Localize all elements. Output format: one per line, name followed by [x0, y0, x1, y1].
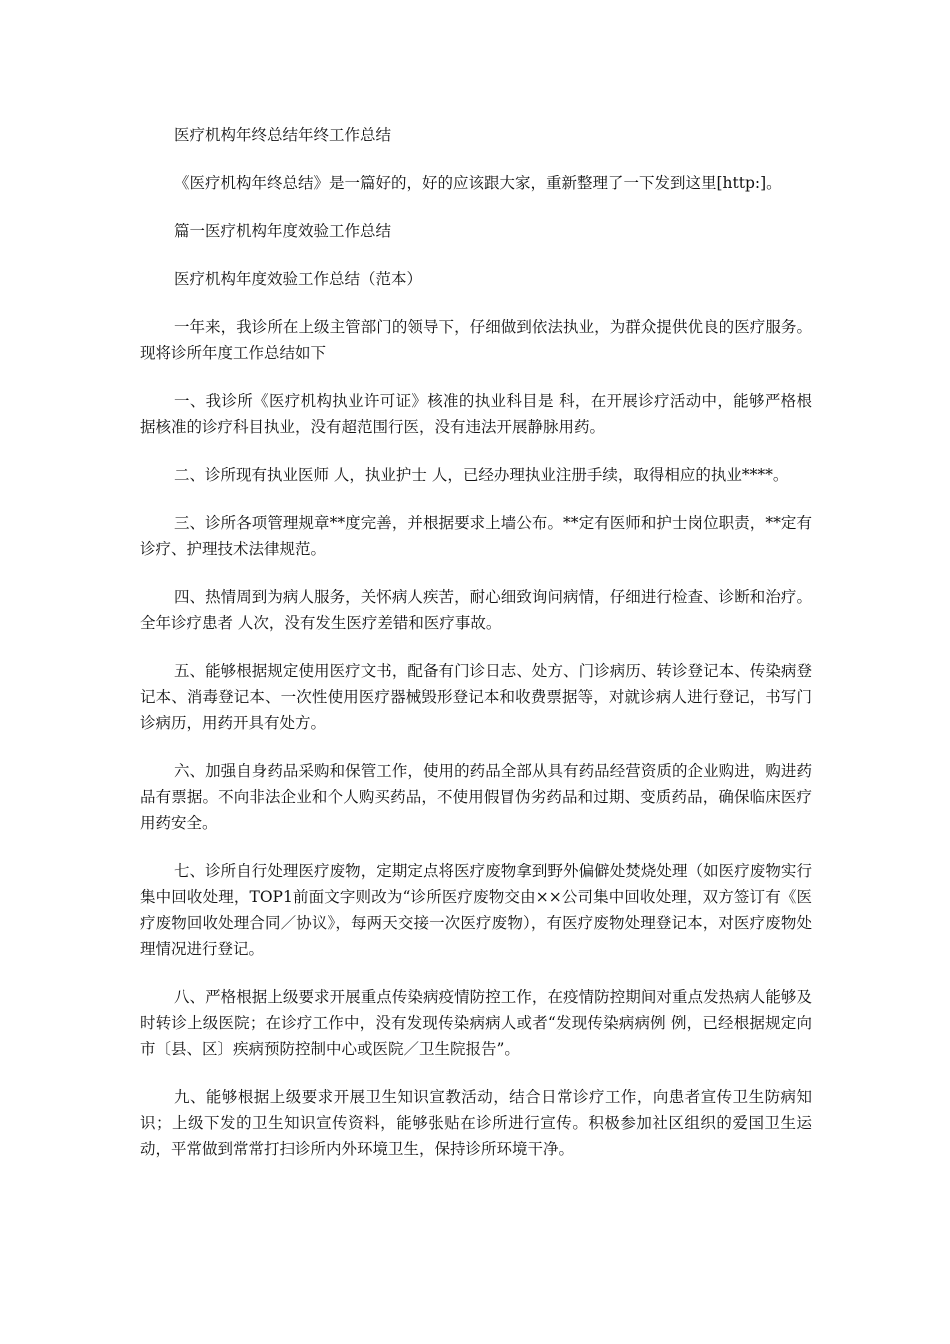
body-paragraph: 七、诊所自行处理医疗废物，定期定点将医疗废物拿到野外偏僻处焚烧处理（如医疗废物实行集中回收处理，TOP1前面文字则改为“诊所医疗废物交由××公司集中回收处理，双方签订有《医疗废物回收处理合同／协议》，每两天交接一次医疗废物），有医疗废物处理登记本，对医疗废物处理情况进行登记。	[140, 862, 812, 958]
body-paragraph: 八、严格根据上级要求开展重点传染病疫情防控工作，在疫情防控期间对重点发热病人能够及时转诊上级医院；在诊疗工作中，没有发现传染病病人或者“发现传染病病例 例，已经根据规定向市〔县、区〕疾病预防控制中心或医院／卫生院报告”。	[140, 988, 812, 1058]
body-paragraph: 九、能够根据上级要求开展卫生知识宣教活动，结合日常诊疗工作，向患者宣传卫生防病知识；上级下发的卫生知识宣传资料，能够张贴在诊所进行宣传。积极参加社区组织的爱国卫生运动，平常做到常常打扫诊所内外环境卫生，保持诊所环境干净。	[140, 1088, 812, 1158]
intro-paragraph: 《医疗机构年终总结》是一篇好的，好的应该跟大家，重新整理了一下发到这里[http:]。	[174, 174, 782, 192]
subheading: 医疗机构年度效验工作总结（范本）	[174, 270, 423, 288]
body-paragraph: 五、能够根据规定使用医疗文书，配备有门诊日志、处方、门诊病历、转诊登记本、传染病登记本、消毒登记本、一次性使用医疗器械毁形登记本和收费票据等，对就诊病人进行登记，书写门诊病历，用药开具有处方。	[140, 662, 812, 732]
body-paragraph: 六、加强自身药品采购和保管工作，使用的药品全部从具有药品经营资质的企业购进，购进药品有票据。不向非法企业和个人购买药品，不使用假冒伪劣药品和过期、变质药品，确保临床医疗用药安全。	[140, 762, 812, 832]
body-paragraph: 四、热情周到为病人服务，关怀病人疾苦，耐心细致询问病情，仔细进行检查、诊断和治疗。全年诊疗患者 人次，没有发生医疗差错和医疗事故。	[140, 588, 812, 632]
body-paragraph: 一、我诊所《医疗机构执业许可证》核准的执业科目是 科，在开展诊疗活动中，能够严格根据核准的诊疗科目执业，没有超范围行医，没有违法开展静脉用药。	[140, 392, 812, 436]
section-heading: 篇一医疗机构年度效验工作总结	[174, 222, 392, 240]
document-title: 医疗机构年终总结年终工作总结	[174, 126, 392, 144]
document-page	[140, 122, 812, 1162]
body-paragraph: 一年来，我诊所在上级主管部门的领导下，仔细做到依法执业，为群众提供优良的医疗服务。现将诊所年度工作总结如下	[140, 318, 812, 362]
body-paragraph: 三、诊所各项管理规章**度完善，并根据要求上墙公布。**定有医师和护士岗位职责，**定有诊疗、护理技术法律规范。	[140, 514, 812, 558]
body-paragraph: 二、诊所现有执业医师 人，执业护士 人，已经办理执业注册手续，取得相应的执业****。	[174, 466, 789, 484]
